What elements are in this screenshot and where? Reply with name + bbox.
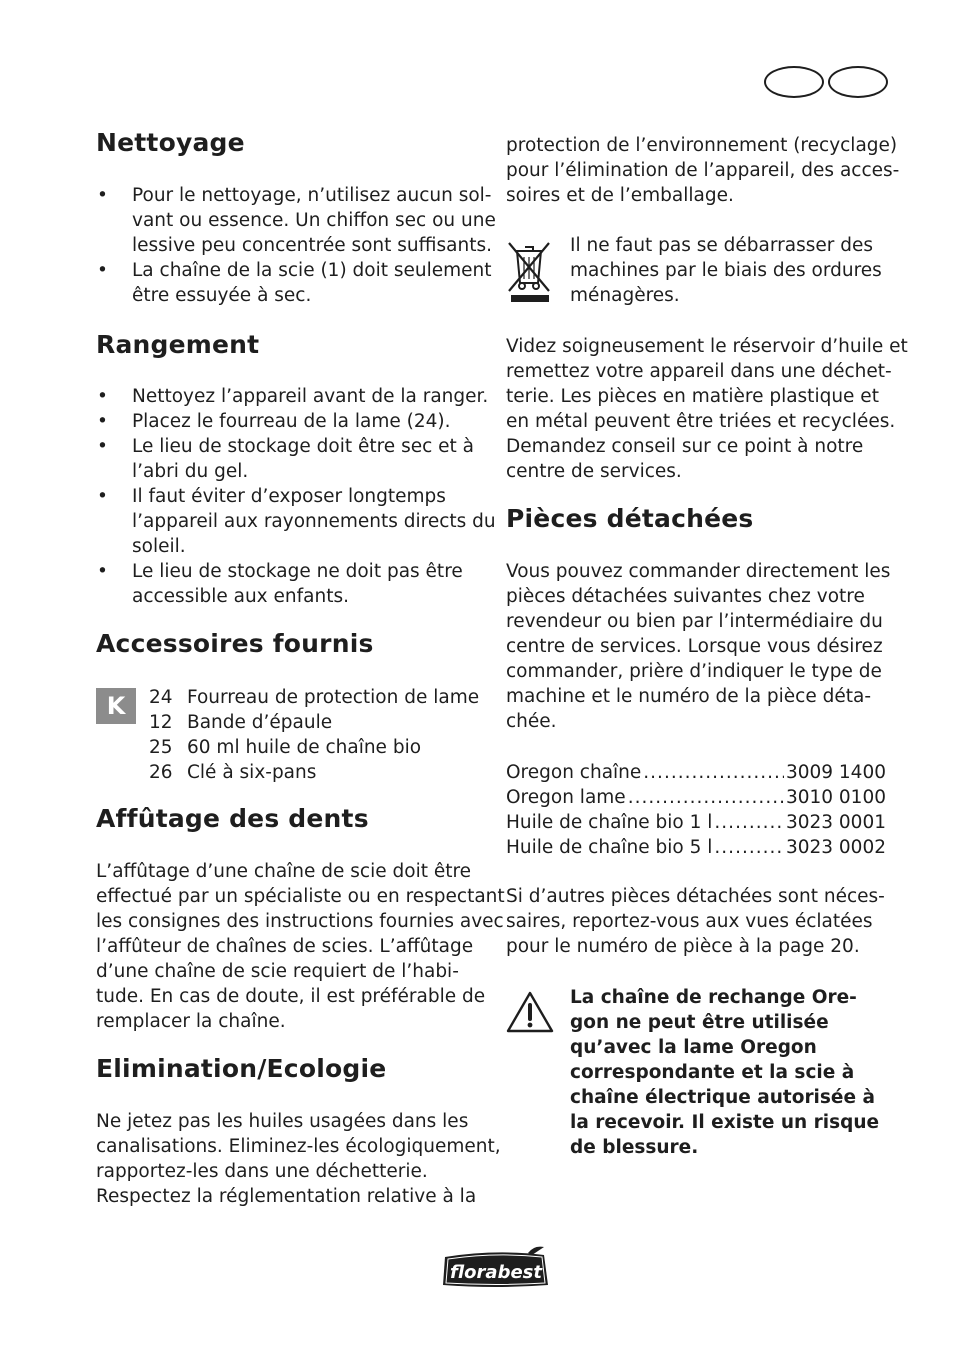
text-line: pour l’élimination de l’appareil, des acces- bbox=[506, 160, 900, 181]
text-line: machine et le numéro de la pièce déta- bbox=[506, 686, 872, 707]
text-line: qu’avec la lame Oregon bbox=[570, 1037, 817, 1058]
bullet-item bbox=[96, 559, 496, 609]
rangement-list bbox=[96, 384, 496, 609]
part-number: 3010 0100 bbox=[785, 787, 886, 808]
text-line: ménagères. bbox=[570, 285, 680, 306]
part-name: Huile de chaîne bio 5 l bbox=[506, 837, 713, 858]
accessory-label: Bande d’épaule bbox=[187, 712, 333, 733]
bullet-item bbox=[96, 384, 496, 409]
text-line: L’affûtage d’une chaîne de scie doit être bbox=[96, 861, 472, 882]
text-line: protection de l’environnement (recyclage) bbox=[506, 135, 898, 156]
text-line: saires, reportez-vous aux vues éclatées bbox=[506, 911, 873, 932]
text-line: • Pour le nettoyage, n’utilisez aucun sol- bbox=[132, 185, 492, 206]
accessory-number: 26 bbox=[149, 762, 173, 783]
part-leader-dots bbox=[643, 760, 784, 785]
heading-nettoyage: Nettoyage bbox=[96, 128, 245, 157]
part-leader-dots bbox=[628, 785, 784, 810]
text-line: remettez votre appareil dans une déchet- bbox=[506, 361, 892, 382]
text-line: machines par le biais des ordures bbox=[570, 260, 882, 281]
part-row bbox=[506, 810, 886, 835]
text-line: centre de services. bbox=[506, 461, 682, 482]
text-line: effectué par un spécialiste ou en respectant bbox=[96, 886, 505, 907]
part-row bbox=[506, 760, 886, 785]
bullet-item bbox=[96, 409, 496, 434]
text-line: accessible aux enfants. bbox=[132, 586, 349, 607]
heading-accessoires: Accessoires fournis bbox=[96, 629, 374, 658]
text-line: être essuyée à sec. bbox=[132, 285, 312, 306]
language-oval-right bbox=[828, 66, 888, 98]
text-line: • Le lieu de stockage ne doit pas être bbox=[132, 561, 463, 582]
text-line: d’une chaîne de scie requiert de l’habi- bbox=[96, 961, 459, 982]
accessory-item bbox=[149, 685, 479, 710]
text-line: Ne jetez pas les huiles usagées dans les bbox=[96, 1111, 469, 1132]
warning-text bbox=[570, 985, 879, 1160]
part-name: Oregon lame bbox=[506, 787, 626, 808]
bullet-item bbox=[96, 258, 496, 308]
text-line: Vous pouvez commander directement les bbox=[506, 561, 891, 582]
text-line: remplacer la chaîne. bbox=[96, 1011, 286, 1032]
text-line: pièces détachées suivantes chez votre bbox=[506, 586, 865, 607]
text-line: tude. En cas de doute, il est préférable de bbox=[96, 986, 486, 1007]
part-number: 3023 0002 bbox=[785, 837, 886, 858]
logo-text: florabest bbox=[450, 1262, 542, 1283]
text-line: la recevoir. Il existe un risque bbox=[570, 1112, 880, 1133]
text-line: pour le numéro de pièce à la page 20. bbox=[506, 936, 860, 957]
part-row bbox=[506, 835, 886, 860]
language-oval-left bbox=[764, 66, 824, 98]
text-line: en métal peuvent être triées et recyclées. bbox=[506, 411, 896, 432]
heading-elimination: Elimination/Ecologie bbox=[96, 1054, 387, 1083]
videz-paragraph bbox=[506, 334, 908, 484]
heading-affutage: Affûtage des dents bbox=[96, 804, 369, 833]
heading-pieces: Pièces détachées bbox=[506, 504, 754, 533]
accessory-item bbox=[149, 735, 479, 760]
text-line: soires et de l’emballage. bbox=[506, 185, 734, 206]
parts-list bbox=[506, 760, 886, 860]
accessory-number: 25 bbox=[149, 737, 173, 758]
elimination-paragraph bbox=[96, 1109, 501, 1209]
florabest-logo bbox=[440, 1245, 552, 1291]
text-line: Il ne faut pas se débarrasser des bbox=[570, 235, 874, 256]
bullet-item bbox=[96, 183, 496, 258]
weee-bin-icon bbox=[505, 239, 553, 303]
text-line: centre de services. Lorsque vous désirez bbox=[506, 636, 883, 657]
accessories-list bbox=[149, 685, 479, 785]
text-line: • Nettoyez l’appareil avant de la ranger. bbox=[132, 386, 489, 407]
text-line: vant ou essence. Un chiffon sec ou une bbox=[132, 210, 496, 231]
text-line: terie. Les pièces en matière plastique et bbox=[506, 386, 879, 407]
text-line: l’appareil aux rayonnements directs du bbox=[132, 511, 496, 532]
warning-icon bbox=[505, 990, 555, 1034]
accessory-badge: K bbox=[96, 688, 136, 724]
accessory-item bbox=[149, 760, 479, 785]
text-line: La chaîne de rechange Ore- bbox=[570, 987, 857, 1008]
nettoyage-list bbox=[96, 183, 496, 308]
language-indicator bbox=[764, 66, 890, 100]
text-line: canalisations. Eliminez-les écologiquement, bbox=[96, 1136, 501, 1157]
text-line: Respectez la réglementation relative à la bbox=[96, 1186, 477, 1207]
part-number: 3009 1400 bbox=[785, 762, 886, 783]
bullet-item bbox=[96, 434, 496, 484]
accessory-number: 24 bbox=[149, 687, 173, 708]
exploded-view-paragraph bbox=[506, 884, 885, 959]
text-line: l’affûteur de chaînes de scies. L’affûtage bbox=[96, 936, 474, 957]
accessory-item bbox=[149, 710, 479, 735]
text-line: Videz soigneusement le réservoir d’huile et bbox=[506, 336, 908, 357]
bullet-item bbox=[96, 484, 496, 559]
part-name: Oregon chaîne bbox=[506, 762, 642, 783]
accessory-label: Fourreau de protection de lame bbox=[187, 687, 480, 708]
part-leader-dots bbox=[714, 810, 784, 835]
text-line: lessive peu concentrée sont suffisants. bbox=[132, 235, 493, 256]
text-line: les consignes des instructions fournies avec bbox=[96, 911, 504, 932]
text-line: chaîne électrique autorisée à bbox=[570, 1087, 875, 1108]
text-line: • Placez le fourreau de la lame (24). bbox=[132, 411, 451, 432]
pieces-paragraph bbox=[506, 559, 890, 734]
weee-paragraph bbox=[570, 233, 882, 308]
text-line: revendeur ou bien par l’intermédiaire du bbox=[506, 611, 883, 632]
part-name: Huile de chaîne bio 1 l bbox=[506, 812, 713, 833]
text-line: • Il faut éviter d’exposer longtemps bbox=[132, 486, 446, 507]
text-line: rapportez-les dans une déchetterie. bbox=[96, 1161, 428, 1182]
text-line: Demandez conseil sur ce point à notre bbox=[506, 436, 864, 457]
accessory-number: 12 bbox=[149, 712, 173, 733]
heading-rangement: Rangement bbox=[96, 330, 260, 359]
accessory-label: Clé à six-pans bbox=[187, 762, 317, 783]
text-line: correspondante et la scie à bbox=[570, 1062, 855, 1083]
text-line: commander, prière d’indiquer le type de bbox=[506, 661, 882, 682]
text-line: • La chaîne de la scie (1) doit seulement bbox=[132, 260, 492, 281]
text-line: gon ne peut être utilisée bbox=[570, 1012, 829, 1033]
recycling-paragraph bbox=[506, 133, 899, 208]
part-leader-dots bbox=[714, 835, 784, 860]
part-row bbox=[506, 785, 886, 810]
text-line: l’abri du gel. bbox=[132, 461, 249, 482]
part-number: 3023 0001 bbox=[785, 812, 886, 833]
affutage-paragraph bbox=[96, 859, 505, 1034]
accessory-label: 60 ml huile de chaîne bio bbox=[187, 737, 422, 758]
text-line: • Le lieu de stockage doit être sec et à bbox=[132, 436, 474, 457]
text-line: soleil. bbox=[132, 536, 186, 557]
text-line: chée. bbox=[506, 711, 557, 732]
text-line: Si d’autres pièces détachées sont néces- bbox=[506, 886, 885, 907]
text-line: de blessure. bbox=[570, 1137, 699, 1158]
